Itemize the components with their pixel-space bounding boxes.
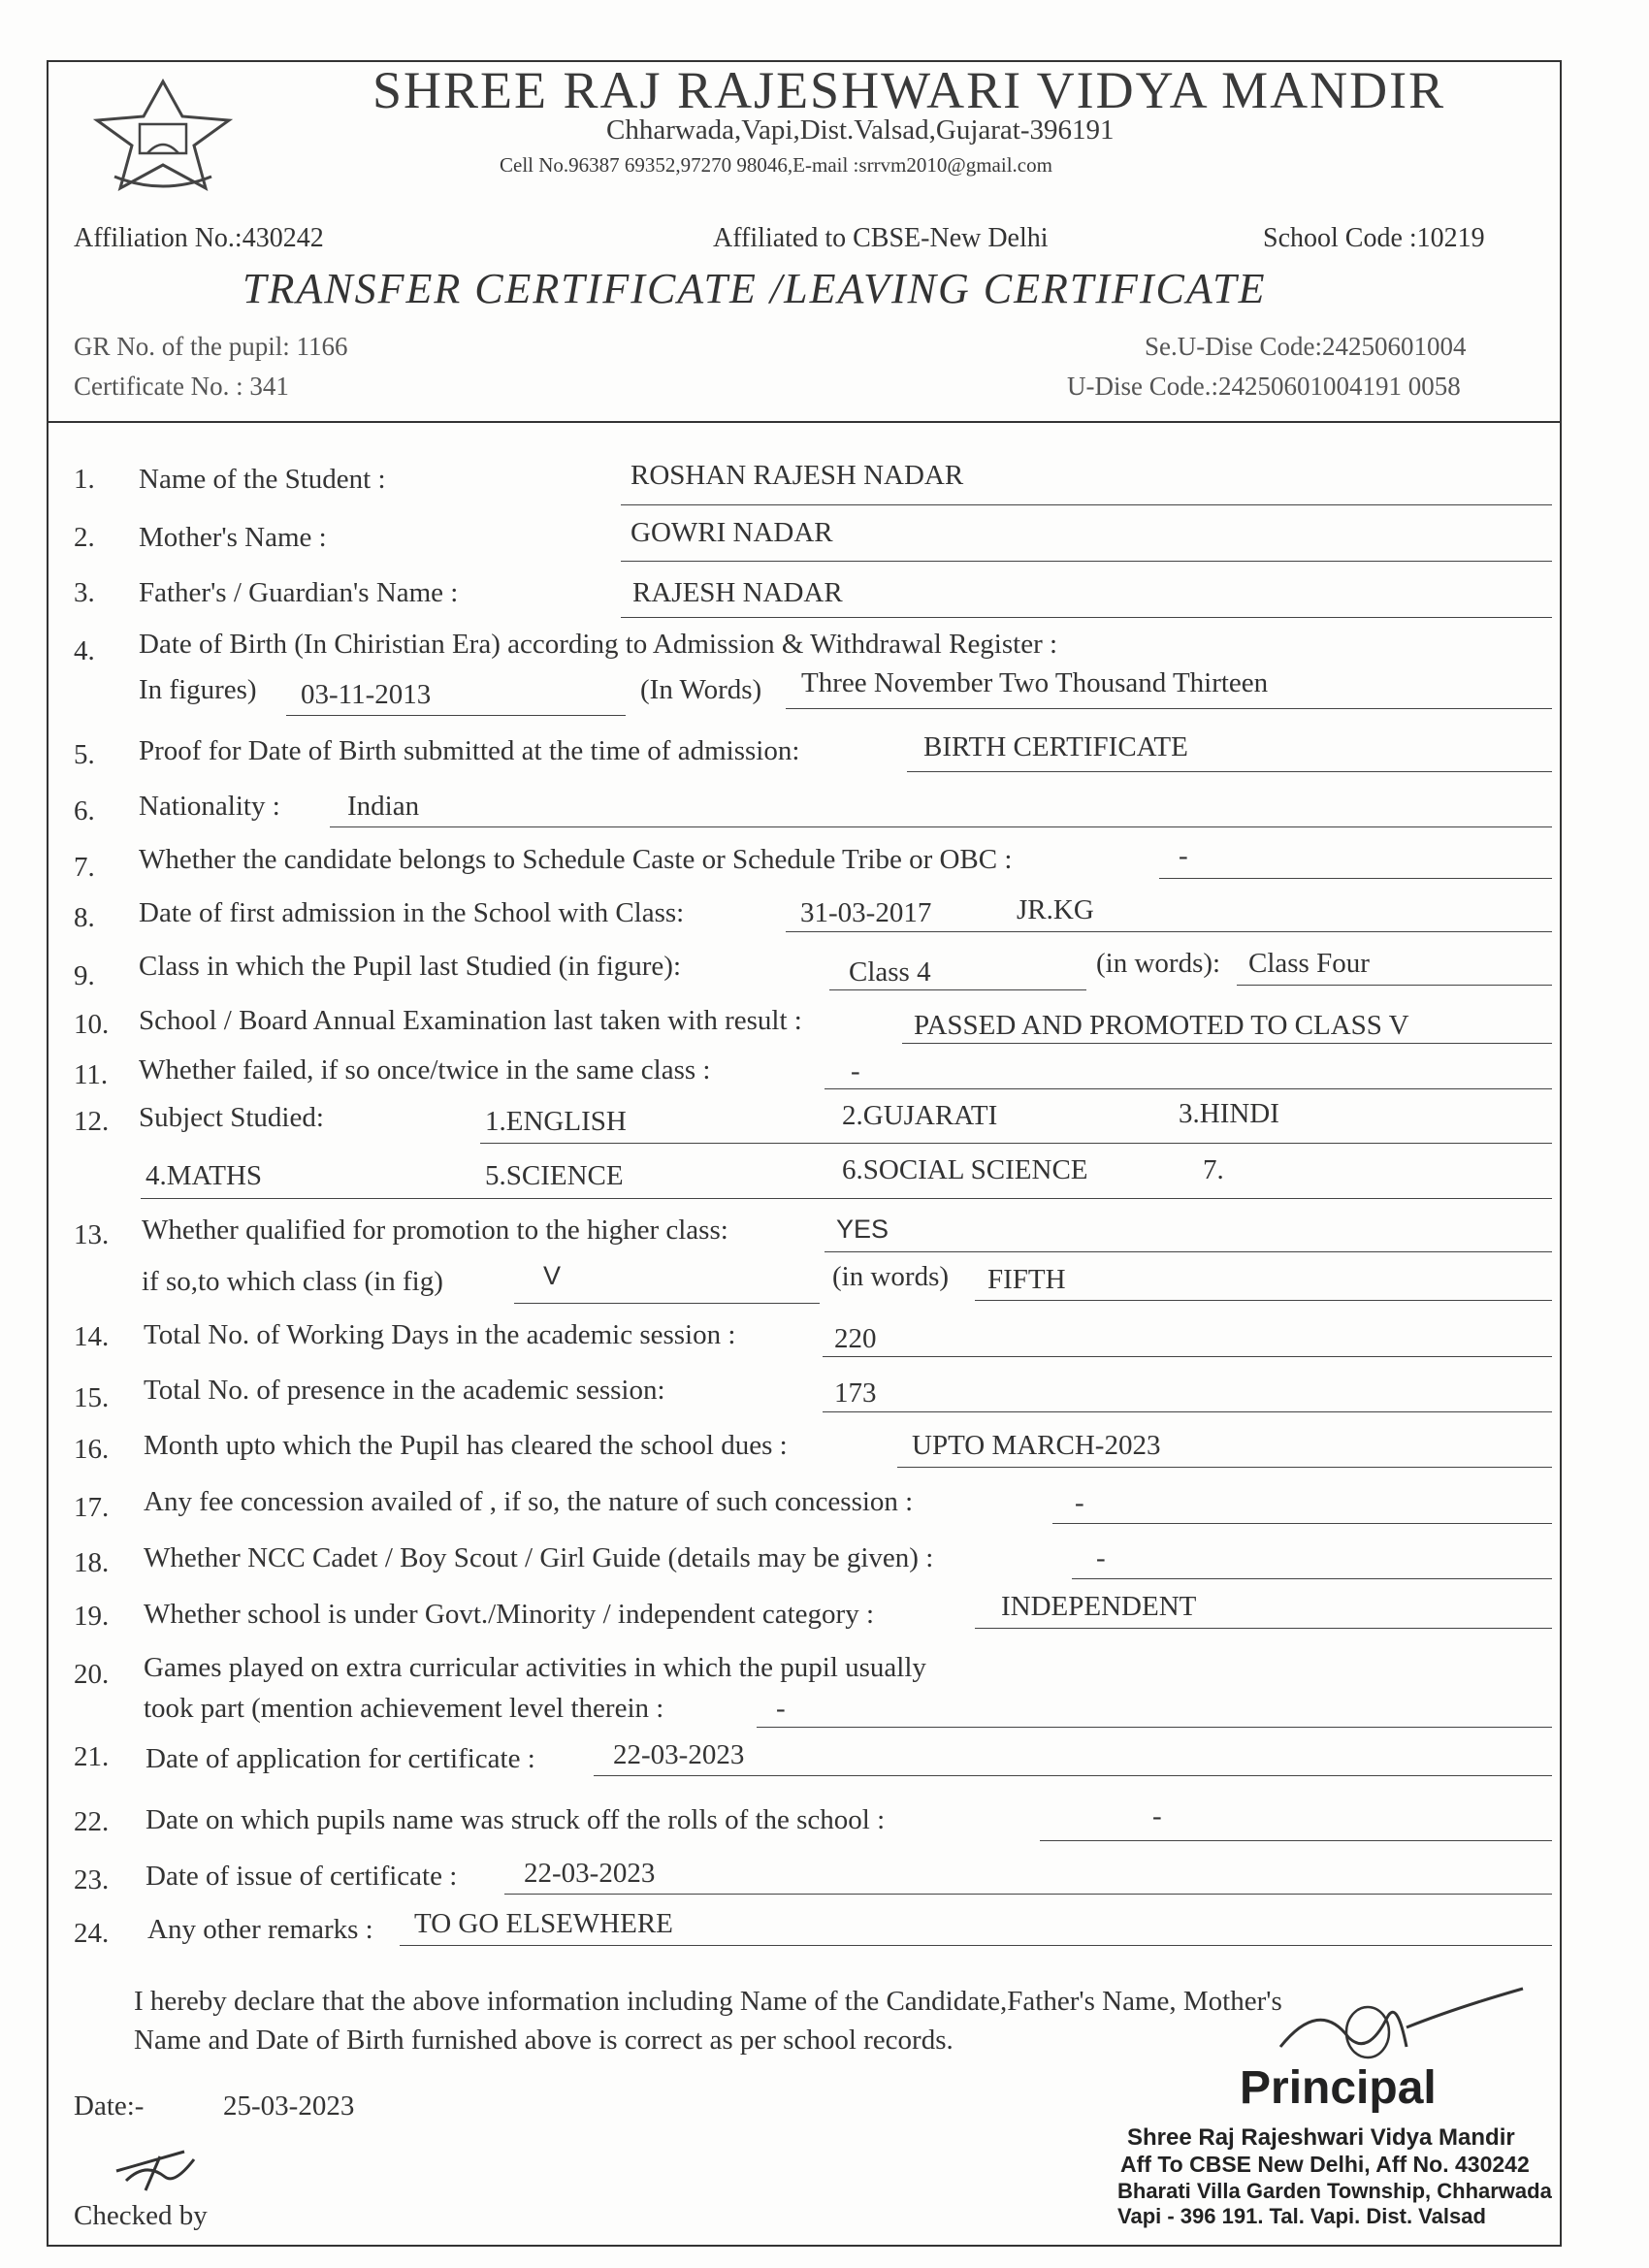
field-label: Date on which pupils name was struck off the rolls of the school : bbox=[146, 1804, 886, 1835]
field-label: Date of application for certificate : bbox=[146, 1743, 535, 1774]
field-number: 24. bbox=[74, 1918, 110, 1949]
declaration-line-1: I hereby declare that the above information including Name of the Candidate,Father's Name, Mother's bbox=[134, 1986, 1282, 2017]
stamp-location: Vapi - 396 191. Tal. Vapi. Dist. Valsad bbox=[1117, 2204, 1486, 2228]
promotion-class-figure: V bbox=[543, 1261, 562, 1290]
field-label: Date of issue of certificate : bbox=[146, 1861, 458, 1892]
stamp-affiliation: Aff To CBSE New Delhi, Aff No. 430242 bbox=[1120, 2152, 1530, 2177]
promotion-class-words-label: (in words) bbox=[832, 1261, 950, 1292]
field-number: 4. bbox=[74, 635, 95, 666]
field-underline bbox=[786, 708, 1552, 709]
field-number: 8. bbox=[74, 902, 95, 933]
caste-category: - bbox=[1179, 840, 1188, 871]
field-label: Whether school is under Govt./Minority / independent category : bbox=[144, 1599, 875, 1630]
declaration-line-2: Name and Date of Birth furnished above is correct as per school records. bbox=[134, 2025, 954, 2056]
certificate-number: Certificate No. : 341 bbox=[74, 372, 289, 401]
field-number: 20. bbox=[74, 1659, 110, 1690]
field-underline bbox=[902, 1043, 1552, 1044]
declaration-date: 25-03-2023 bbox=[223, 2090, 355, 2122]
school-logo-icon bbox=[85, 76, 241, 202]
field-underline bbox=[1052, 1523, 1552, 1524]
checked-by-label: Checked by bbox=[74, 2200, 208, 2231]
promotion-class-label: if so,to which class (in fig) bbox=[142, 1266, 443, 1297]
field-label-continued: took part (mention achievement level therein : bbox=[144, 1693, 664, 1724]
student-name: ROSHAN RAJESH NADAR bbox=[630, 460, 964, 491]
field-underline bbox=[330, 826, 1552, 827]
promotion-class-words: FIFTH bbox=[987, 1264, 1066, 1295]
promotion-qualified: YES bbox=[836, 1215, 889, 1244]
field-number: 2. bbox=[74, 522, 95, 553]
field-label: Subject Studied: bbox=[139, 1102, 324, 1133]
field-underline bbox=[594, 1775, 1552, 1776]
field-number: 12. bbox=[74, 1106, 110, 1137]
mother-name: GOWRI NADAR bbox=[630, 517, 833, 548]
principal-title: Principal bbox=[1240, 2062, 1437, 2114]
dob-figures-label: In figures) bbox=[139, 674, 257, 705]
issue-date: 22-03-2023 bbox=[524, 1858, 656, 1889]
field-underline bbox=[504, 1894, 1552, 1895]
father-name: RAJESH NADAR bbox=[632, 577, 843, 608]
field-underline bbox=[824, 1251, 1552, 1252]
field-underline bbox=[757, 1727, 1552, 1728]
school-contact: Cell No.96387 69352,97270 98046,E-mail :srrvm2010@gmail.com bbox=[500, 153, 1052, 177]
se-udise-code: Se.U-Dise Code:24250601004 bbox=[1145, 332, 1467, 361]
field-label: Total No. of Working Days in the academic session : bbox=[144, 1319, 736, 1350]
exam-result: PASSED AND PROMOTED TO CLASS V bbox=[914, 1010, 1409, 1041]
field-underline bbox=[897, 1467, 1552, 1468]
field-label: Month upto which the Pupil has cleared the school dues : bbox=[144, 1430, 788, 1461]
field-label: Proof for Date of Birth submitted at the time of admission: bbox=[139, 735, 800, 766]
field-label: Any other remarks : bbox=[147, 1914, 373, 1945]
field-underline bbox=[1159, 878, 1552, 879]
field-number: 5. bbox=[74, 739, 95, 770]
subject-5: 5.SCIENCE bbox=[485, 1160, 624, 1191]
field-number: 15. bbox=[74, 1382, 110, 1413]
field-label: Date of first admission in the School with Class: bbox=[139, 897, 685, 928]
field-underline bbox=[1237, 985, 1552, 986]
header-divider bbox=[47, 421, 1560, 423]
field-label: School / Board Annual Examination last taken with result : bbox=[139, 1005, 802, 1036]
nationality: Indian bbox=[347, 791, 420, 822]
field-underline bbox=[400, 1945, 1552, 1946]
field-number: 9. bbox=[74, 960, 95, 991]
field-number: 6. bbox=[74, 795, 95, 826]
field-number: 3. bbox=[74, 577, 95, 608]
affiliated-to: Affiliated to CBSE-New Delhi bbox=[713, 223, 1049, 253]
subject-3: 3.HINDI bbox=[1179, 1098, 1279, 1129]
field-number: 18. bbox=[74, 1547, 110, 1578]
field-underline bbox=[975, 1628, 1552, 1629]
admission-date: 31-03-2017 bbox=[800, 897, 932, 928]
field-underline bbox=[514, 1303, 820, 1304]
stamp-address: Bharati Villa Garden Township, Chharwada bbox=[1117, 2179, 1552, 2203]
subject-1: 1.ENGLISH bbox=[485, 1106, 627, 1137]
field-label: Games played on extra curricular activities in which the pupil usually bbox=[144, 1652, 926, 1683]
last-class-figure: Class 4 bbox=[849, 956, 931, 988]
field-label: Father's / Guardian's Name : bbox=[139, 577, 459, 608]
struck-off-date: - bbox=[1152, 1800, 1162, 1831]
field-underline bbox=[621, 561, 1552, 562]
stamp-school-name: Shree Raj Rajeshwari Vidya Mandir bbox=[1127, 2124, 1515, 2151]
field-number: 17. bbox=[74, 1492, 110, 1523]
affiliation-number: Affiliation No.:430242 bbox=[74, 223, 324, 253]
last-class-words-label: (in words): bbox=[1096, 948, 1221, 979]
field-underline bbox=[829, 989, 1086, 990]
ncc-scout-guide: - bbox=[1096, 1542, 1106, 1573]
field-underline bbox=[286, 715, 626, 716]
gr-number: GR No. of the pupil: 1166 bbox=[74, 332, 348, 361]
field-number: 22. bbox=[74, 1806, 110, 1837]
checker-initials-icon bbox=[107, 2142, 204, 2200]
presence-days: 173 bbox=[834, 1377, 877, 1409]
field-underline bbox=[621, 504, 1552, 505]
field-label: Whether qualified for promotion to the higher class: bbox=[142, 1215, 728, 1246]
field-underline bbox=[141, 1198, 1552, 1199]
subject-4: 4.MATHS bbox=[146, 1160, 263, 1191]
field-underline bbox=[480, 1143, 1552, 1144]
field-number: 19. bbox=[74, 1601, 110, 1632]
subject-6: 6.SOCIAL SCIENCE bbox=[842, 1154, 1088, 1185]
admission-class: JR.KG bbox=[1017, 894, 1094, 925]
other-remarks: TO GO ELSEWHERE bbox=[414, 1908, 673, 1939]
udise-code: U-Dise Code.:24250601004191 0058 bbox=[1067, 372, 1461, 401]
games-activities: - bbox=[776, 1693, 786, 1724]
field-underline bbox=[823, 1411, 1552, 1412]
field-number: 23. bbox=[74, 1864, 110, 1895]
principal-signature-icon bbox=[1261, 1979, 1533, 2066]
field-label: Class in which the Pupil last Studied (in figure): bbox=[139, 951, 682, 982]
field-number: 1. bbox=[74, 464, 95, 495]
date-label: Date:- bbox=[74, 2090, 145, 2122]
field-number: 10. bbox=[74, 1009, 110, 1040]
dob-words-label: (In Words) bbox=[640, 674, 762, 705]
field-label: Whether the candidate belongs to Schedule Caste or Schedule Tribe or OBC : bbox=[139, 844, 1013, 875]
dob-proof: BIRTH CERTIFICATE bbox=[923, 731, 1188, 762]
field-underline bbox=[1040, 1840, 1552, 1841]
field-label: Name of the Student : bbox=[139, 464, 386, 495]
dob-figures: 03-11-2013 bbox=[301, 679, 432, 710]
field-number: 7. bbox=[74, 852, 95, 883]
field-label: Total No. of presence in the academic session: bbox=[144, 1375, 665, 1406]
field-underline bbox=[824, 1088, 1552, 1089]
fee-concession: - bbox=[1075, 1487, 1084, 1518]
application-date: 22-03-2023 bbox=[613, 1739, 745, 1770]
subject-7: 7. bbox=[1203, 1154, 1224, 1185]
field-number: 11. bbox=[74, 1059, 109, 1090]
field-label: Nationality : bbox=[139, 791, 280, 822]
school-address: Chharwada,Vapi,Dist.Valsad,Gujarat-396191 bbox=[606, 114, 1115, 146]
last-class-words: Class Four bbox=[1248, 948, 1370, 979]
field-underline bbox=[621, 617, 1552, 618]
school-code: School Code :10219 bbox=[1263, 223, 1485, 253]
dues-cleared-month: UPTO MARCH-2023 bbox=[912, 1430, 1161, 1461]
field-underline bbox=[823, 1356, 1552, 1357]
field-number: 21. bbox=[74, 1741, 110, 1772]
field-label: Whether failed, if so once/twice in the same class : bbox=[139, 1054, 711, 1085]
field-label: Date of Birth (In Chiristian Era) according to Admission & Withdrawal Register : bbox=[139, 629, 1058, 660]
field-underline bbox=[975, 1300, 1552, 1301]
school-category: INDEPENDENT bbox=[1001, 1591, 1197, 1622]
field-label: Mother's Name : bbox=[139, 522, 327, 553]
dob-words: Three November Two Thousand Thirteen bbox=[801, 667, 1269, 698]
failed-status: - bbox=[851, 1055, 860, 1086]
working-days: 220 bbox=[834, 1323, 877, 1354]
field-label: Whether NCC Cadet / Boy Scout / Girl Guide (details may be given) : bbox=[144, 1542, 934, 1573]
certificate-title: TRANSFER CERTIFICATE /LEAVING CERTIFICATE bbox=[242, 265, 1267, 312]
field-number: 13. bbox=[74, 1219, 110, 1250]
field-number: 14. bbox=[74, 1321, 110, 1352]
field-label: Any fee concession availed of , if so, the nature of such concession : bbox=[144, 1486, 914, 1517]
field-underline bbox=[907, 771, 1552, 772]
subject-2: 2.GUJARATI bbox=[842, 1100, 998, 1131]
school-name: SHREE RAJ RAJESHWARI VIDYA MANDIR bbox=[372, 61, 1446, 119]
field-underline bbox=[786, 931, 1552, 932]
field-underline bbox=[1072, 1578, 1552, 1579]
field-number: 16. bbox=[74, 1434, 110, 1465]
